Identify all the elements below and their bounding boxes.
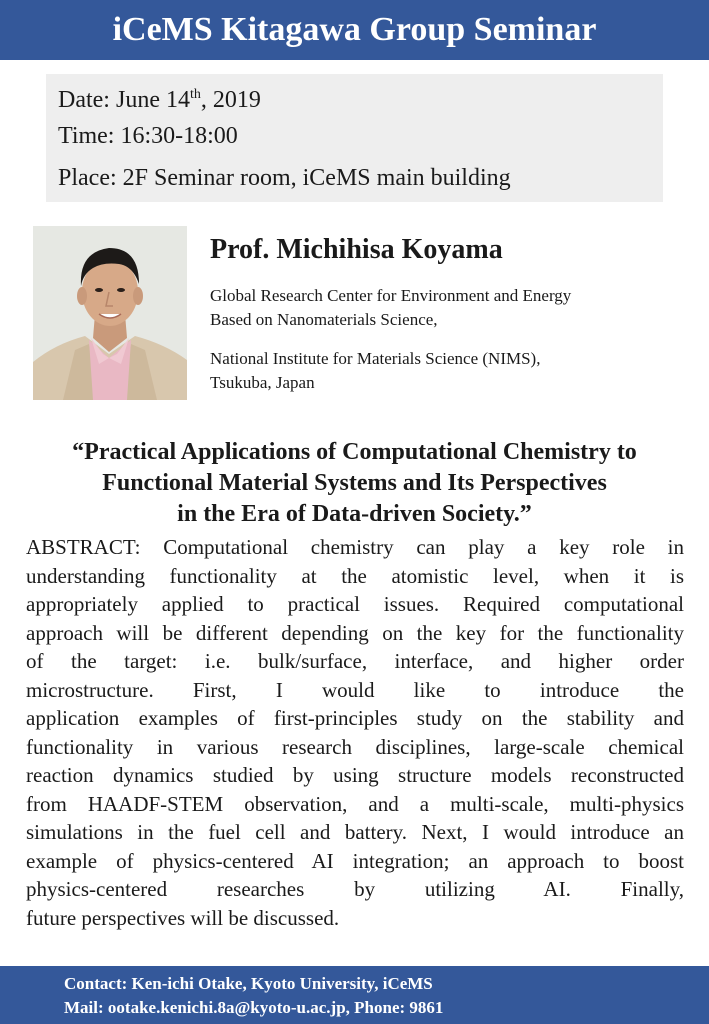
speaker-affiliation-line: Global Research Center for Environment and Energy (210, 286, 572, 305)
abstract-line: functionality in various research disciplines, large-scale chemical (26, 734, 684, 759)
seminar-title: iCeMS Kitagawa Group Seminar (112, 11, 597, 48)
talk-title-line: in the Era of Data-driven Society.” (177, 501, 532, 527)
talk-title (20, 437, 689, 530)
speaker-affiliation-line: Tsukuba, Japan (210, 373, 315, 392)
contact-line: Contact: Ken-ichi Otake, Kyoto University, iCeMS (64, 974, 433, 993)
abstract-line: ABSTRACT: Computational chemistry can play a key role in (26, 535, 684, 559)
talk-title-line: Functional Material Systems and Its Perspectives (102, 470, 607, 496)
mail-phone-line: Mail: ootake.kenichi.8a@kyoto-u.ac.jp, Phone: 9861 (64, 998, 444, 1017)
abstract-line: understanding functionality at the atomistic level, when it is (26, 563, 684, 588)
abstract-line: approach will be different depending on the key for the functionality (26, 620, 684, 645)
abstract-line: microstructure. First, I would like to introduce the (26, 677, 684, 702)
speaker-photo (33, 226, 187, 400)
event-time: Time: 16:30-18:00 (58, 123, 238, 149)
abstract-line: reaction dynamics studied by using structure models reconstructed (26, 763, 684, 787)
speaker-portrait-illustration (33, 226, 187, 400)
abstract-line: from HAADF-STEM observation, and a multi-scale, multi-physics (26, 791, 684, 816)
speaker-name: Prof. Michihisa Koyama (210, 234, 503, 265)
abstract-line: future perspectives will be discussed. (26, 905, 340, 930)
abstract (26, 533, 684, 932)
abstract-line: simulations in the fuel cell and battery. Next, I would introduce an (26, 820, 684, 844)
contact-footer-banner (0, 966, 709, 1024)
abstract-line: appropriately applied to practical issues. Required computational (26, 592, 684, 616)
abstract-line: application examples of first-principles study on the stability and (26, 706, 684, 730)
abstract-line: of the target: i.e. bulk/surface, interface, and higher order (26, 649, 684, 673)
abstract-line: physics-centered researches by utilizing AI. Finally, (26, 877, 684, 901)
speaker-affiliation-line: National Institute for Materials Science (NIMS), (210, 349, 541, 368)
seminar-header-banner (0, 0, 709, 60)
event-date: Date: June 14th, 2019 (58, 87, 261, 113)
speaker-affiliation-line: Based on Nanomaterials Science, (210, 310, 438, 329)
abstract-line: example of physics-centered AI integration; an approach to boost (26, 848, 684, 873)
event-info-box (46, 74, 663, 202)
talk-title-line: “Practical Applications of Computational Chemistry to (72, 439, 637, 465)
event-place: Place: 2F Seminar room, iCeMS main building (58, 165, 511, 191)
